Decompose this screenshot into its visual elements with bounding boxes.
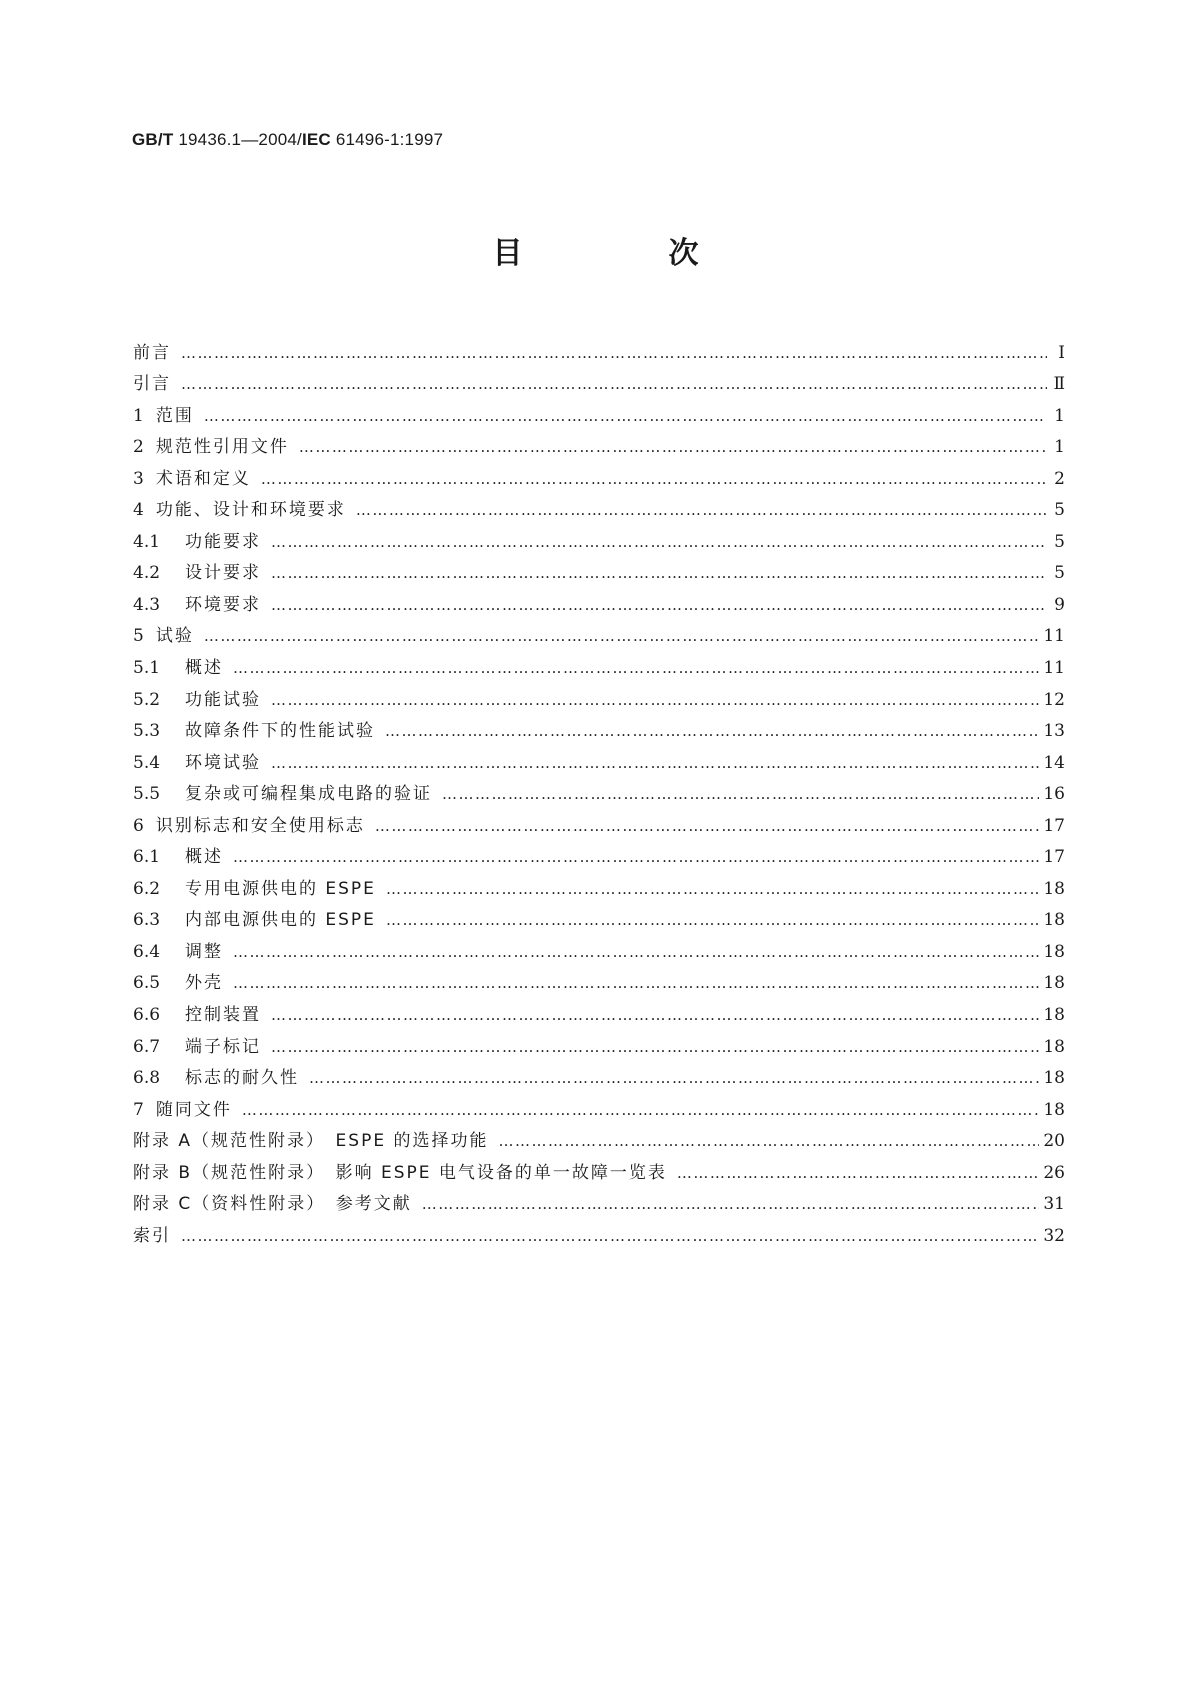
toc-entry-page: 16: [1043, 784, 1065, 805]
toc-entry[interactable]: [133, 1120, 1065, 1152]
toc-entry-label: 故障条件下的性能试验: [185, 721, 375, 742]
toc-entry-page: 20: [1043, 1131, 1065, 1152]
toc-entry-page: 5: [1054, 531, 1065, 552]
toc-entry-label: 概述: [185, 658, 223, 679]
toc-entry-page: 17: [1043, 815, 1065, 836]
toc-entry-label: 附录 C（资料性附录） 参考文献: [133, 1194, 412, 1215]
toc-entry-page: 18: [1043, 878, 1065, 899]
toc-entry[interactable]: [133, 962, 1065, 994]
toc-dot-leader: [422, 1194, 1040, 1214]
toc-entry-number: 4.2: [133, 563, 161, 584]
toc-entry-label: 试验: [155, 626, 194, 647]
toc-entry-page: Ⅱ: [1053, 374, 1065, 395]
toc-dot-leader: [386, 910, 1039, 930]
toc-entry-page: 9: [1054, 594, 1065, 615]
toc-entry-label: 附录 B（规范性附录） 影响 ESPE 电气设备的单一故障一览表: [133, 1162, 667, 1183]
toc-entry-label: 索引: [133, 1225, 171, 1246]
toc-entry-page: 18: [1043, 1036, 1065, 1057]
document-header: [132, 130, 443, 150]
toc-entry[interactable]: [133, 710, 1065, 742]
toc-entry-number: 5: [133, 626, 144, 647]
toc-entry-number: 6.2: [133, 878, 161, 899]
toc-entry-label: 概述: [185, 847, 223, 868]
toc-entry[interactable]: [133, 363, 1065, 395]
toc-entry-page: 26: [1043, 1162, 1065, 1183]
toc-entry-page: 18: [1043, 973, 1065, 994]
toc-entry-number: 1: [133, 405, 144, 426]
toc-entry[interactable]: [133, 804, 1065, 836]
toc-entry-number: 5.2: [133, 689, 161, 710]
toc-entry-page: 5: [1054, 500, 1065, 521]
toc-entry-page: 17: [1043, 847, 1065, 868]
toc-dot-leader: [181, 343, 1047, 363]
toc-entry[interactable]: [133, 583, 1065, 615]
toc-entry-page: 18: [1043, 910, 1065, 931]
toc-entry-page: 1: [1054, 437, 1065, 458]
toc-entry-number: 5.1: [133, 658, 161, 679]
toc-dot-leader: [271, 753, 1039, 773]
toc-entry[interactable]: [133, 1025, 1065, 1057]
toc-entry[interactable]: [133, 1151, 1065, 1183]
toc-entry-page: 5: [1054, 563, 1065, 584]
toc-dot-leader: [181, 374, 1047, 394]
toc-entry-label: 调整: [185, 941, 223, 962]
toc-entry-label: 内部电源供电的 ESPE: [185, 910, 376, 931]
toc-entry-label: 环境要求: [185, 594, 261, 615]
toc-entry[interactable]: [133, 489, 1065, 521]
toc-dot-leader: [375, 816, 1040, 836]
toc-dot-leader: [677, 1163, 1039, 1183]
toc-dot-leader: [233, 847, 1039, 867]
toc-entry-page: 32: [1043, 1225, 1065, 1246]
toc-entry-page: 18: [1043, 941, 1065, 962]
toc-entry-label: 引言: [133, 374, 171, 395]
toc-entry[interactable]: [133, 899, 1065, 931]
toc-entry-page: 11: [1043, 658, 1065, 679]
toc-entry-page: 1: [1054, 405, 1065, 426]
toc-entry-page: 2: [1054, 468, 1065, 489]
toc-entry-label: 专用电源供电的 ESPE: [185, 878, 376, 899]
toc-entry-label: 随同文件: [155, 1099, 232, 1120]
toc-entry[interactable]: [133, 1057, 1065, 1089]
toc-entry-label: 端子标记: [185, 1036, 261, 1057]
toc-dot-leader: [233, 658, 1039, 678]
toc-dot-leader: [204, 626, 1040, 646]
toc-entry-label: 术语和定义: [155, 468, 251, 489]
toc-entry[interactable]: [133, 394, 1065, 426]
toc-entry-page: 31: [1043, 1194, 1065, 1215]
toc-entry-label: 范围: [155, 405, 194, 426]
toc-entry[interactable]: [133, 615, 1065, 647]
toc-entry[interactable]: [133, 773, 1065, 805]
toc-entry-label: 识别标志和安全使用标志: [155, 815, 365, 836]
toc-dot-leader: [271, 595, 1047, 615]
toc-entry-number: 6.1: [133, 847, 161, 868]
toc-entry-page: 18: [1043, 1068, 1065, 1089]
toc-entry-page: 13: [1043, 721, 1065, 742]
toc-entry[interactable]: [133, 426, 1065, 458]
toc-dot-leader: [442, 784, 1039, 804]
toc-entry-label: 环境试验: [185, 752, 261, 773]
toc-dot-leader: [271, 690, 1039, 710]
toc-entry-number: 6: [133, 815, 144, 836]
toc-dot-leader: [261, 469, 1047, 489]
toc-entry-label: 功能、设计和环境要求: [155, 500, 346, 521]
toc-entry-number: 6.3: [133, 910, 161, 931]
toc-dot-leader: [356, 500, 1047, 520]
toc-entry-number: 6.7: [133, 1036, 161, 1057]
toc-entry[interactable]: [133, 836, 1065, 868]
toc-dot-leader: [309, 1068, 1039, 1088]
toc-entry[interactable]: [133, 993, 1065, 1025]
toc-entry-number: 7: [133, 1099, 144, 1120]
toc-entry-number: 6.4: [133, 941, 161, 962]
toc-entry[interactable]: [133, 867, 1065, 899]
toc-entry-number: 6.5: [133, 973, 161, 994]
standard-number: 19436.1—2004/: [178, 130, 302, 149]
toc-entry[interactable]: [133, 552, 1065, 584]
table-of-contents: [133, 331, 1065, 1246]
standard-prefix: GB/T: [132, 130, 174, 149]
toc-entry[interactable]: [133, 930, 1065, 962]
toc-dot-leader: [271, 532, 1047, 552]
toc-entry-page: 18: [1043, 1099, 1065, 1120]
toc-entry-page: 18: [1043, 1005, 1065, 1026]
toc-entry-page: Ⅰ: [1058, 342, 1065, 363]
toc-entry-label: 复杂或可编程集成电路的验证: [185, 784, 432, 805]
toc-dot-leader: [233, 973, 1039, 993]
toc-entry-number: 6.8: [133, 1068, 161, 1089]
iec-number: 61496-1:1997: [335, 130, 444, 149]
toc-dot-leader: [385, 721, 1039, 741]
toc-entry-label: 功能要求: [185, 531, 261, 552]
toc-entry-label: 附录 A（规范性附录） ESPE 的选择功能: [133, 1131, 489, 1152]
toc-entry-page: 14: [1043, 752, 1065, 773]
toc-entry-number: 5.3: [133, 721, 161, 742]
toc-entry-number: 5.5: [133, 784, 161, 805]
toc-dot-leader: [386, 879, 1039, 899]
toc-entry[interactable]: [133, 678, 1065, 710]
toc-entry-number: 5.4: [133, 752, 161, 773]
toc-dot-leader: [498, 1131, 1039, 1151]
toc-entry-label: 控制装置: [185, 1005, 261, 1026]
toc-entry-label: 标志的耐久性: [185, 1068, 299, 1089]
toc-dot-leader: [271, 1037, 1039, 1057]
toc-entry[interactable]: [133, 457, 1065, 489]
toc-entry[interactable]: [133, 646, 1065, 678]
toc-dot-leader: [271, 1005, 1039, 1025]
toc-dot-leader: [233, 942, 1039, 962]
toc-entry-page: 11: [1043, 626, 1065, 647]
toc-entry[interactable]: [133, 741, 1065, 773]
toc-dot-leader: [271, 563, 1047, 583]
toc-entry[interactable]: [133, 1088, 1065, 1120]
toc-entry[interactable]: [133, 520, 1065, 552]
toc-entry-number: 4.1: [133, 531, 161, 552]
toc-entry[interactable]: [133, 331, 1065, 363]
toc-entry-number: 6.6: [133, 1005, 161, 1026]
toc-entry-label: 设计要求: [185, 563, 261, 584]
toc-entry-label: 前言: [133, 342, 171, 363]
toc-entry[interactable]: [133, 1214, 1065, 1246]
page-title: 目 次: [492, 236, 757, 271]
toc-dot-leader: [204, 406, 1047, 426]
toc-entry-label: 外壳: [185, 973, 223, 994]
toc-dot-leader: [181, 1226, 1039, 1246]
toc-dot-leader: [242, 1100, 1040, 1120]
toc-entry-label: 功能试验: [185, 689, 261, 710]
toc-entry-number: 2: [133, 437, 144, 458]
toc-entry[interactable]: [133, 1183, 1065, 1215]
toc-entry-page: 12: [1043, 689, 1065, 710]
toc-dot-leader: [299, 437, 1047, 457]
toc-entry-label: 规范性引用文件: [155, 437, 289, 458]
toc-entry-number: 4: [133, 500, 144, 521]
toc-entry-number: 4.3: [133, 594, 161, 615]
iec-prefix: IEC: [301, 130, 331, 149]
toc-entry-number: 3: [133, 468, 144, 489]
